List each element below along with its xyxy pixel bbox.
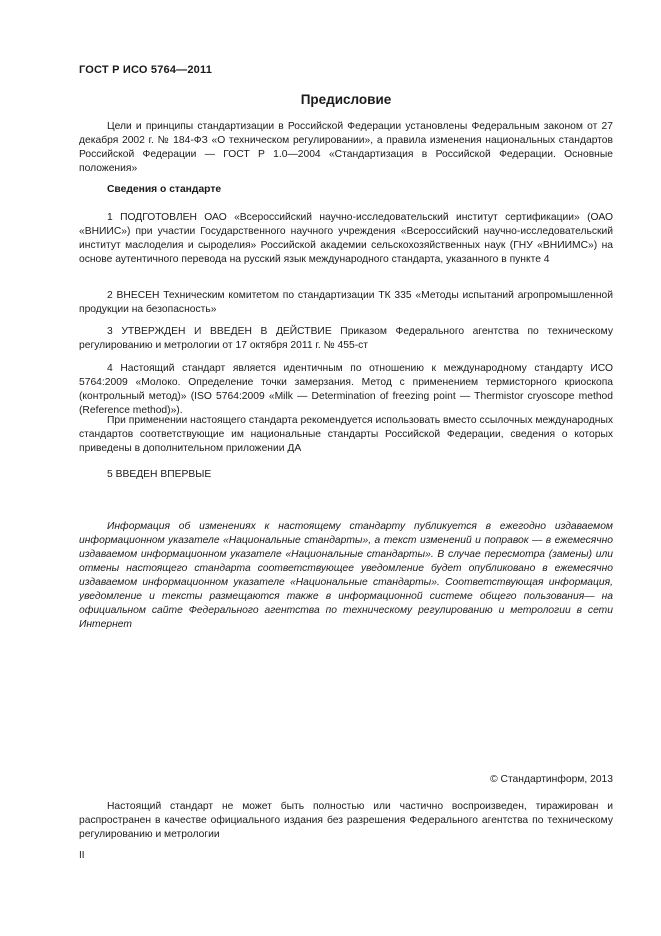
standard-info-heading: Сведения о стандарте xyxy=(107,184,222,195)
standard-info-item-3: 3 УТВЕРЖДЕН И ВВЕДЕН В ДЕЙСТВИЕ Приказом Федерального агентства по техническому регулированию и метрологии от 17 октября 2011 г. № 455-ст xyxy=(79,326,613,351)
standard-info-item-4: 4 Настоящий стандарт является идентичным по отношению к международному стандарту ИСО 5764:2009 «Молоко. Определение точки замерзания. Метод с применением термисторного криоскопа (контрольный метод)» (ISO 5764:2009 «Milk — Determination of freezing point — Thermistor cryoscope method (Reference method)»). xyxy=(79,363,613,416)
reproduction-notice: Настоящий стандарт не может быть полностью или частично воспроизведен, тиражирован и распространен в качестве официального издания без разрешения Федерального агентства по техническому регулированию и метрологии xyxy=(79,801,613,840)
standard-info-item-5: 5 ВВЕДЕН ВПЕРВЫЕ xyxy=(107,469,212,480)
page-number: II xyxy=(79,850,85,861)
document-id-header: ГОСТ Р ИСО 5764—2011 xyxy=(79,64,213,76)
standard-info-item-2: 2 ВНЕСЕН Техническим комитетом по стандартизации ТК 335 «Методы испытаний агропромышленной продукции на безопасность» xyxy=(79,290,613,315)
preface-intro-paragraph: Цели и принципы стандартизации в Российской Федерации установлены Федеральным законом от 27 декабря 2002 г. № 184-ФЗ «О техническом регулировании», а правила изменения национальных стандартов Российской Федерации — ГОСТ Р 1.0—2004 «Стандартизация в Российской Федерации. Основные положения» xyxy=(79,121,613,174)
changes-info-paragraph: Информация об изменениях к настоящему стандарту публикуется в ежегодно издаваемом информационном указателе «Национальные стандарты», а текст изменений и поправок — в ежемесячно издаваемом информационном указателе «Национальные стандарты». В случае пересмотра (замены) или отмены настоящего стандарта соответствующее уведомление будет опубликовано в ежемесячно издаваемом информационном указателе «Национальные стандарты». Соответствующая информация, уведомление и тексты размещаются также в информационной системе общего пользования— на официальном сайте Федерального агентства по техническому регулированию и метрологии в сети Интернет xyxy=(79,521,613,630)
copyright-notice: © Стандартинформ, 2013 xyxy=(490,774,613,785)
standard-info-item-4-note: При применении настоящего стандарта рекомендуется использовать вместо ссылочных международных стандартов соответствующие им национальные стандарты Российской Федерации, сведения о которых приведены в дополнительном приложении ДА xyxy=(79,415,613,454)
preface-title: Предисловие xyxy=(300,92,392,107)
standard-info-item-1: 1 ПОДГОТОВЛЕН ОАО «Всероссийский научно-исследовательский институт сертификации» (ОАО «ВНИИС») при участии Государственного научного учреждения «Всероссийский научно-исследовательский институт маслоделия и сыроделия» Российской академии сельскохозяйственных наук (ГНУ «ВНИИМС») на основе аутентичного перевода на русский язык международного стандарта, указанного в пункте 4 xyxy=(79,212,613,265)
